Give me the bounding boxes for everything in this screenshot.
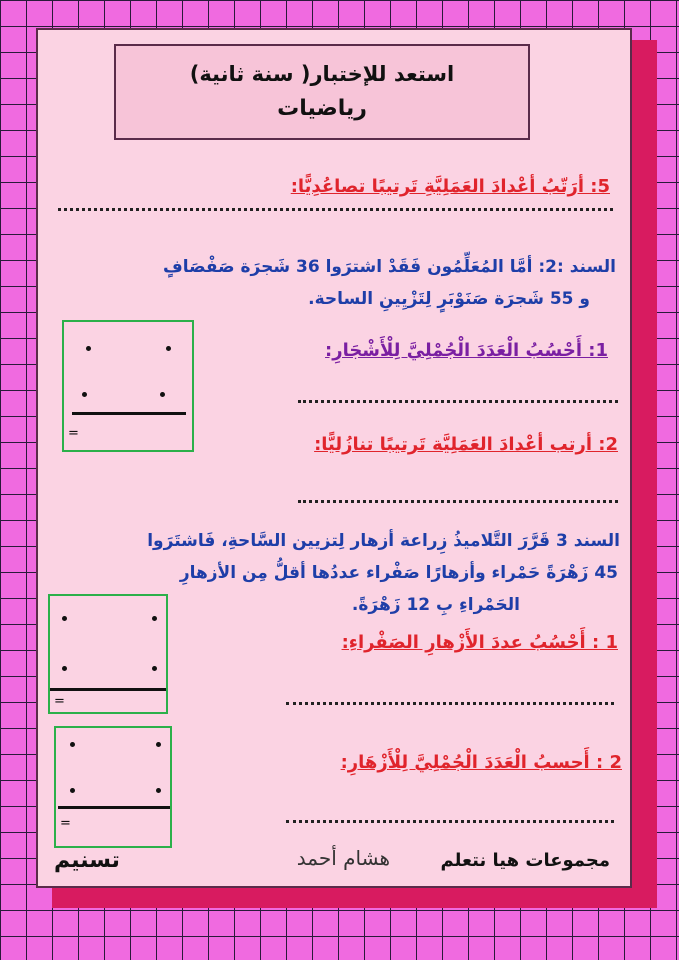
task-5-heading: 5: أرَتّبُ أعْدادَ العَمَلِيَّةِ تَرتيبًا تصاعُدِيًّا:	[290, 176, 610, 197]
situation-3-line-1: السند 3 قَرَّرَ التَّلاميذُ زِراعة أزهار لِتزيين السَّاحةِ، فَاشتَرَوا	[147, 531, 620, 551]
answer-line	[298, 400, 618, 403]
digit-placeholder	[152, 666, 157, 671]
calculation-box	[62, 320, 194, 452]
situation-2-task-2: 2: أرتب أعْدادَ العَمَلِيَّة تَرتيبًا تنازُليًّا:	[314, 434, 618, 455]
equals-sign: =	[68, 426, 79, 441]
digit-placeholder	[62, 616, 67, 621]
digit-placeholder	[70, 742, 75, 747]
page-title: استعد للإختبار( سنة ثانية)	[189, 62, 455, 86]
digit-placeholder	[70, 788, 75, 793]
sum-line	[72, 412, 186, 415]
situation-2-line-1: السند :2: أمَّا المُعَلِّمُون فَقَدْ اشترَوا 36 شَجرَة صَفْصَافٍ	[163, 257, 616, 277]
calculation-box	[54, 726, 172, 848]
digit-placeholder	[86, 346, 91, 351]
digit-placeholder	[166, 346, 171, 351]
answer-line	[298, 500, 618, 503]
answer-line	[58, 208, 613, 211]
answer-line	[286, 820, 614, 823]
calculation-box	[48, 594, 168, 714]
equals-sign: =	[54, 694, 65, 709]
digit-placeholder	[156, 788, 161, 793]
situation-3-task-2: 2 : أَحسبُ الْعَدَدَ الْجُمْلِيَّ لِلْأَزْهَارِ:	[340, 752, 622, 773]
situation-3-line-2: 45 زَهْرَةً حَمْراء وأزهارًا صَفْراء عددُها أقلُّ مِن الأزهارِ	[179, 563, 618, 583]
title-box	[114, 44, 530, 140]
situation-2-task-1: 1: أَحْسُبُ الْعَدَدَ الْجُمْلِيَّ لِلْأَشْجَارِ:	[325, 340, 608, 361]
digit-placeholder	[156, 742, 161, 747]
digit-placeholder	[152, 616, 157, 621]
digit-placeholder	[82, 392, 87, 397]
footer-group-name: مجموعات هيا نتعلم	[440, 850, 610, 871]
sum-line	[50, 688, 166, 691]
sum-line	[58, 806, 170, 809]
equals-sign: =	[60, 816, 71, 831]
situation-2-line-2: و 55 شَجرَة صَنَوْبَرٍ لِتَزْيِينِ الساحة.	[308, 289, 590, 309]
footer-author: هشام أحمد	[296, 846, 390, 870]
situation-3-line-3: الحَمْراءِ بِ 12 زَهْرَةً.	[351, 595, 520, 615]
answer-line	[286, 702, 614, 705]
footer-credit: تسنيم	[54, 848, 120, 873]
situation-3-task-1: 1 : أَحْسُبُ عددَ الأَزْهارِ الصَفْراءِ:	[341, 632, 618, 653]
worksheet	[36, 28, 632, 888]
digit-placeholder	[62, 666, 67, 671]
digit-placeholder	[160, 392, 165, 397]
page-subtitle: رياضيات	[277, 96, 367, 121]
